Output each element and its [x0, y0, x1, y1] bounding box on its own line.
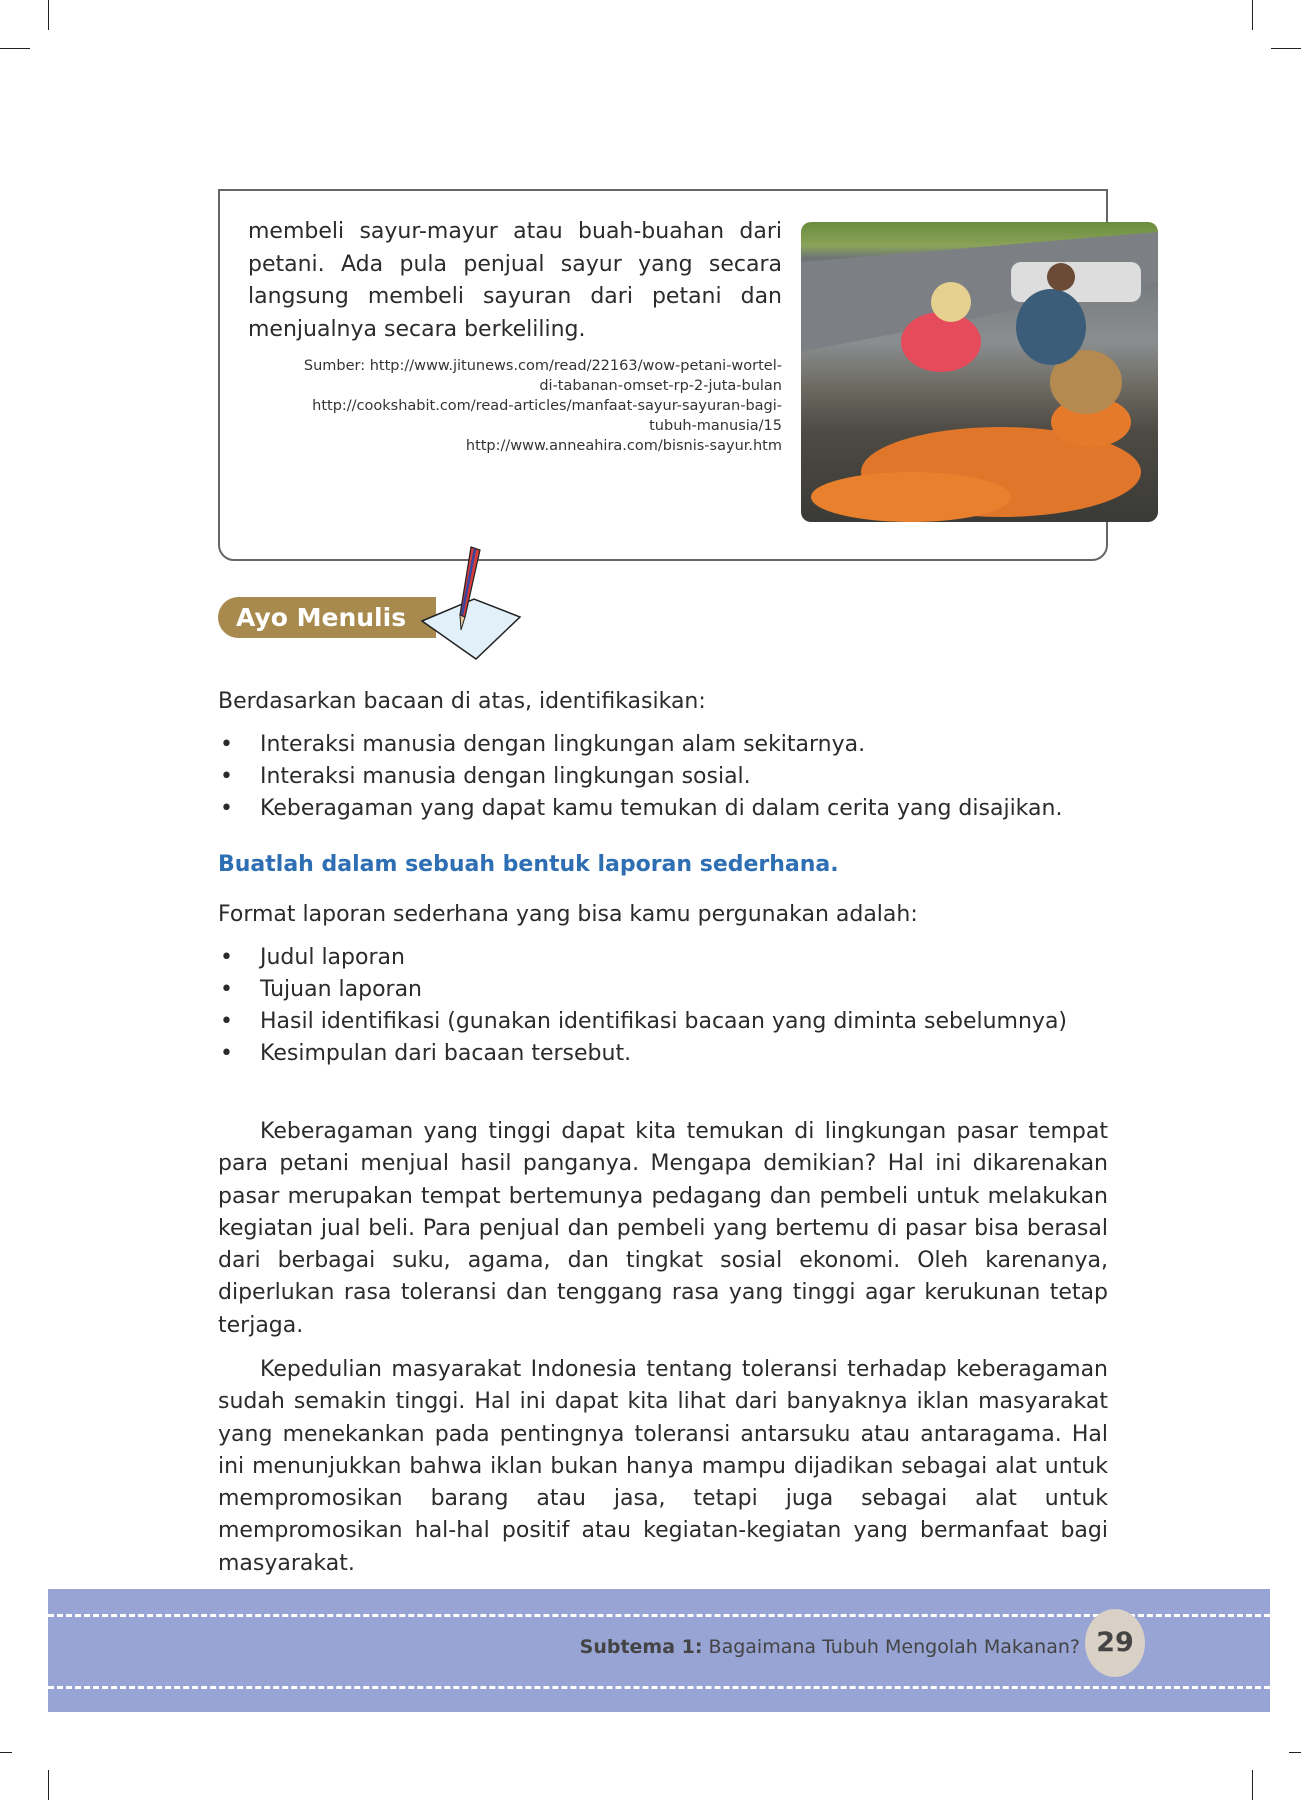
reading-paragraph: membeli sayur-mayur atau buah-buahan dari petani. Ada pula penjual sayur yang secara langsung membeli sayuran dari petani dan menjualnya secara berkeliling.	[248, 219, 782, 342]
format-intro: Format laporan sederhana yang bisa kamu pergunakan adalah:	[218, 902, 918, 927]
list-item: • Hasil identifikasi (gunakan identifikasi bacaan yang diminta sebelumnya)	[218, 1006, 1108, 1038]
divider	[48, 1686, 1270, 1689]
sources	[248, 356, 782, 456]
list-item: • Interaksi manusia dengan lingkungan sosial.	[218, 761, 1108, 793]
divider	[48, 1614, 1270, 1617]
crop-mark	[1252, 0, 1253, 30]
instruction-heading: Buatlah dalam sebuah bentuk laporan sederhana.	[218, 852, 839, 877]
footer-band	[48, 1589, 1270, 1712]
page-number: 29	[1085, 1609, 1145, 1677]
crop-mark	[48, 0, 49, 30]
subtheme-caption	[580, 1636, 1080, 1658]
crop-mark	[1252, 1770, 1253, 1800]
farmers-carrots-photo	[801, 222, 1158, 522]
identify-list	[218, 729, 1108, 825]
subtheme-label: Subtema 1:	[579, 1636, 703, 1658]
body-paragraph: Keberagaman yang tinggi dapat kita temukan di lingkungan pasar tempat para petani menjual hasil panganya. Mengapa demikian? Hal ini dikarenakan pasar merupakan tempat bertemunya pedagang dan pembeli untuk melakukan kegiatan jual beli. Para penjual dan pembeli yang bertemu di pasar bisa berasal dari berbagai suku, agama, dan tingkat sosial ekonomi. Oleh karenanya, diperlukan rasa toleransi dan tenggang rasa yang tinggi agar kerukunan tetap terjaga.	[218, 1119, 1108, 1338]
source-line: tubuh-manusia/15	[649, 418, 782, 434]
list-item: • Judul laporan	[218, 942, 1108, 974]
pencil-paper-icon	[418, 545, 526, 663]
list-item: • Interaksi manusia dengan lingkungan alam sekitarnya.	[218, 729, 1108, 761]
crop-mark	[1271, 48, 1301, 49]
format-list	[218, 942, 1108, 1070]
source-line: Sumber: http://www.jitunews.com/read/22163/wow-petani-wortel-	[303, 358, 782, 374]
list-item: • Keberagaman yang dapat kamu temukan di dalam cerita yang disajikan.	[218, 793, 1108, 825]
section-tab-ayo-menulis: Ayo Menulis	[218, 597, 436, 638]
source-line: http://www.anneahira.com/bisnis-sayur.htm	[465, 438, 782, 454]
crop-mark	[0, 48, 30, 49]
list-item: • Tujuan laporan	[218, 974, 1108, 1006]
crop-mark	[0, 1752, 12, 1753]
source-line: di-tabanan-omset-rp-2-juta-bulan	[539, 378, 782, 394]
crop-mark	[1289, 1752, 1301, 1753]
list-item: • Kesimpulan dari bacaan tersebut.	[218, 1038, 1108, 1070]
identify-intro: Berdasarkan bacaan di atas, identifikasikan:	[218, 689, 706, 714]
source-line: http://cookshabit.com/read-articles/manfaat-sayur-sayuran-bagi-	[312, 398, 782, 414]
subtheme-title: Bagaimana Tubuh Mengolah Makanan?	[708, 1636, 1080, 1658]
body-paragraph: Kepedulian masyarakat Indonesia tentang toleransi terhadap keberagaman sudah semakin tinggi. Hal ini dapat kita lihat dari banyaknya iklan masyarakat yang menekankan pada pentingnya toleransi antarsuku atau antaragama. Hal ini menunjukkan bahwa iklan bukan hanya mampu dijadikan sebagai alat untuk mempromosikan barang atau jasa, tetapi juga sebagai alat untuk mempromosikan hal-hal positif atau kegiatan-kegiatan yang bermanfaat bagi masyarakat.	[218, 1357, 1108, 1576]
crop-mark	[48, 1770, 49, 1800]
